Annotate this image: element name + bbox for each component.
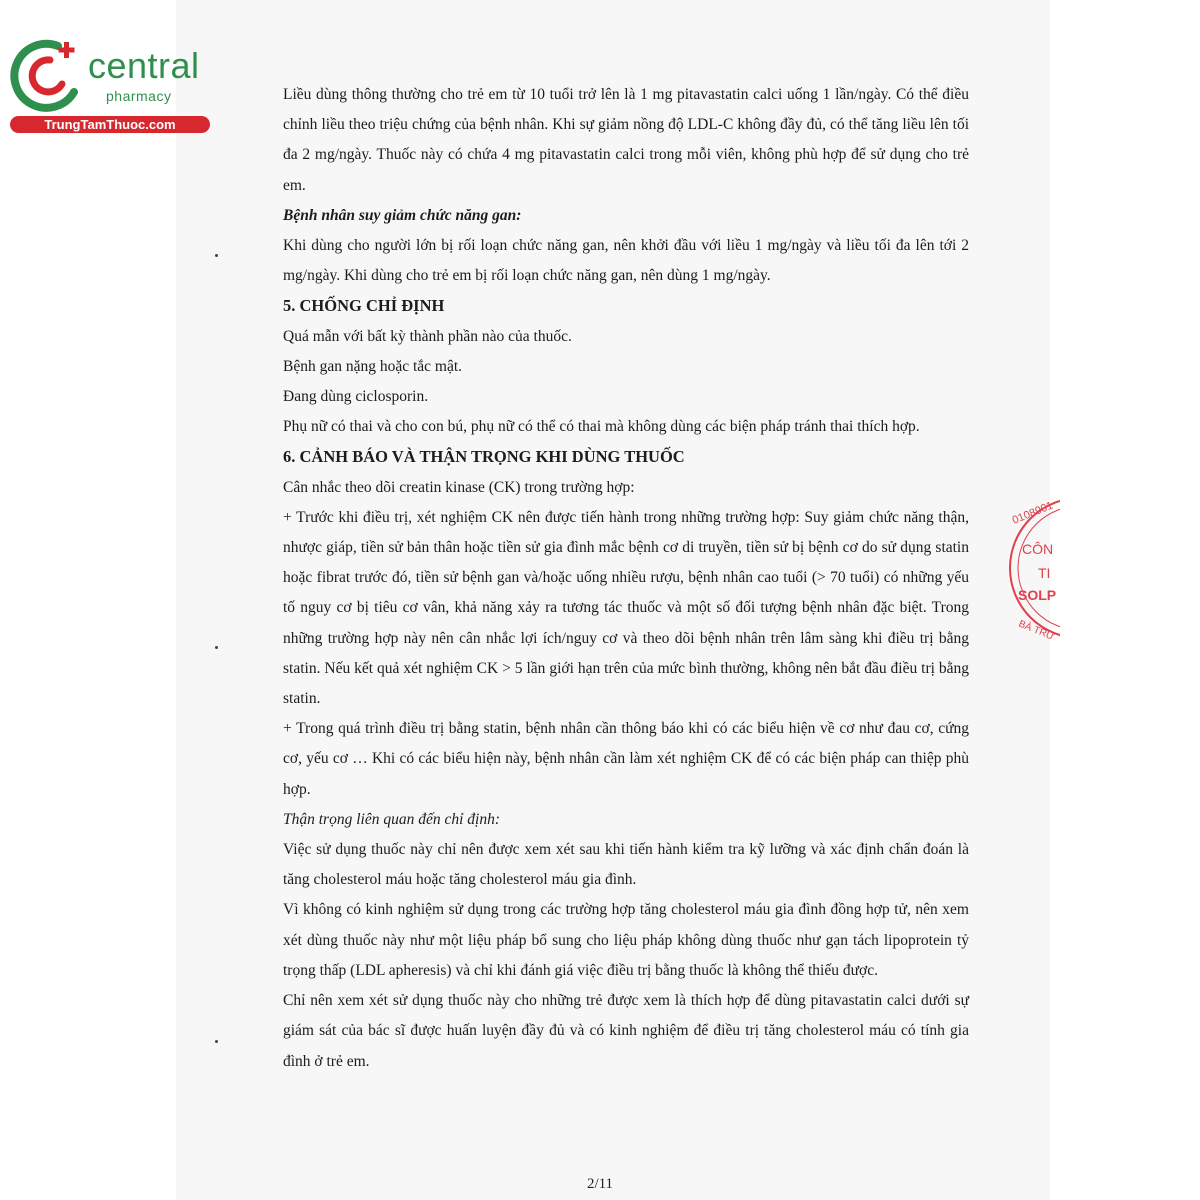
paragraph: Việc sử dụng thuốc này chỉ nên được xem xét sau khi tiến hành kiểm tra kỹ lưỡng và xác định chẩn đoán là tăng cholesterol máu hoặc tăng cholesterol máu gia đình. bbox=[283, 841, 969, 889]
paragraph: Phụ nữ có thai và cho con bú, phụ nữ có thể có thai mà không dùng các biện pháp tránh thai thích hợp. bbox=[283, 418, 920, 436]
margin-speck bbox=[215, 1040, 218, 1043]
subheading: Bệnh nhân suy giảm chức năng gan: bbox=[283, 206, 522, 224]
logo-sub-text: pharmacy bbox=[106, 88, 172, 104]
paragraph: + Trong quá trình điều trị bằng statin, bệnh nhân cần thông báo khi có các biểu hiện về cơ như đau cơ, cứng cơ, yếu cơ … Khi có các biểu hiện này, bệnh nhân cần làm xét nghiệm CK để có các biện pháp can thiệp phù hợp. bbox=[283, 720, 969, 798]
paragraph: Quá mẫn với bất kỳ thành phần nào của thuốc. bbox=[283, 327, 572, 345]
margin-speck bbox=[215, 254, 218, 257]
stamp-text-fragment: SOLP bbox=[1018, 587, 1057, 603]
paragraph: Cân nhắc theo dõi creatin kinase (CK) trong trường hợp: bbox=[283, 478, 635, 496]
stamp-text-fragment: 0108901 bbox=[1010, 499, 1055, 527]
stamp-text-fragment: TI bbox=[1038, 565, 1051, 581]
section-heading: 6. CẢNH BÁO VÀ THẬN TRỌNG KHI DÙNG THUỐC bbox=[283, 447, 685, 467]
subheading: Thận trọng liên quan đến chỉ định: bbox=[283, 810, 500, 828]
paragraph: + Trước khi điều trị, xét nghiệm CK nên được tiến hành trong những trường hợp: Suy giảm chức năng thận, nhược giáp, tiền sử bản thân hoặc tiền sử gia đình mắc bệnh cơ di truyền, tiền sử bị bệnh cơ do sử dụng statin hoặc fibrat trước đó, tiền sử bệnh gan và/hoặc uống nhiều rượu, bệnh nhân cao tuổi (> 70 tuổi) có những yếu tố nguy cơ bị tiêu cơ vân, khả năng xảy ra tương tác thuốc và một số đối tượng bệnh nhân đặc biệt. Trong những trường hợp này nên cân nhắc lợi ích/nguy cơ và theo dõi bệnh nhân trên lâm sàng khi điều trị bằng statin. Nếu kết quả xét nghiệm CK > 5 lần giới hạn trên của mức bình thường, không nên bắt đầu điều trị bằng statin. bbox=[283, 508, 969, 708]
margin-speck bbox=[215, 646, 218, 649]
paragraph: Liều dùng thông thường cho trẻ em từ 10 tuổi trở lên là 1 mg pitavastatin calci uống 1 lần/ngày. Có thể điều chỉnh liều theo triệu chứng của bệnh nhân. Khi sự giảm nồng độ LDL-C không đầy đủ, có thể tăng liều lên tối đa 2 mg/ngày. Thuốc này có chứa 4 mg pitavastatin calci trong mỗi viên, không phù hợp để sử dụng cho trẻ em. bbox=[283, 86, 969, 194]
central-pharmacy-logo[interactable] bbox=[10, 36, 215, 136]
page-number: 2/11 bbox=[586, 1176, 614, 1192]
paragraph: Chỉ nên xem xét sử dụng thuốc này cho những trẻ được xem là thích hợp để dùng pitavastatin calci dưới sự giám sát của bác sĩ được huấn luyện đầy đủ và có kinh nghiệm để điều trị tăng cholesterol máu có tính gia đình ở trẻ em. bbox=[283, 992, 969, 1070]
paragraph: Đang dùng ciclosporin. bbox=[283, 388, 429, 406]
stamp-text-fragment: CÔN bbox=[1022, 541, 1054, 557]
paragraph: Vì không có kinh nghiệm sử dụng trong các trường hợp tăng cholesterol máu gia đình đồng hợp tử, nên xem xét dùng thuốc này như một liệu pháp bổ sung cho liệu pháp không dùng thuốc như gạn tách lipoprotein tỷ trọng thấp (LDL apheresis) và chỉ khi đánh giá việc điều trị bằng thuốc là không thể thiếu được. bbox=[283, 901, 969, 979]
section-heading: 5. CHỐNG CHỈ ĐỊNH bbox=[283, 296, 445, 316]
company-stamp-fragment bbox=[1000, 488, 1060, 658]
document-body bbox=[283, 80, 969, 1077]
paragraph: Khi dùng cho người lớn bị rối loạn chức năng gan, nên khởi đầu với liều 1 mg/ngày và liều tối đa lên tới 2 mg/ngày. Khi dùng cho trẻ em bị rối loạn chức năng gan, nên dùng 1 mg/ngày. bbox=[283, 237, 969, 285]
paragraph: Bệnh gan nặng hoặc tắc mật. bbox=[283, 357, 463, 375]
logo-site-badge: TrungTamThuoc.com bbox=[10, 116, 210, 133]
central-pharmacy-logo-icon bbox=[10, 36, 90, 116]
stamp-text-fragment: BÀ TRƯ bbox=[1016, 618, 1057, 643]
logo-brand-text: central bbox=[88, 45, 200, 86]
